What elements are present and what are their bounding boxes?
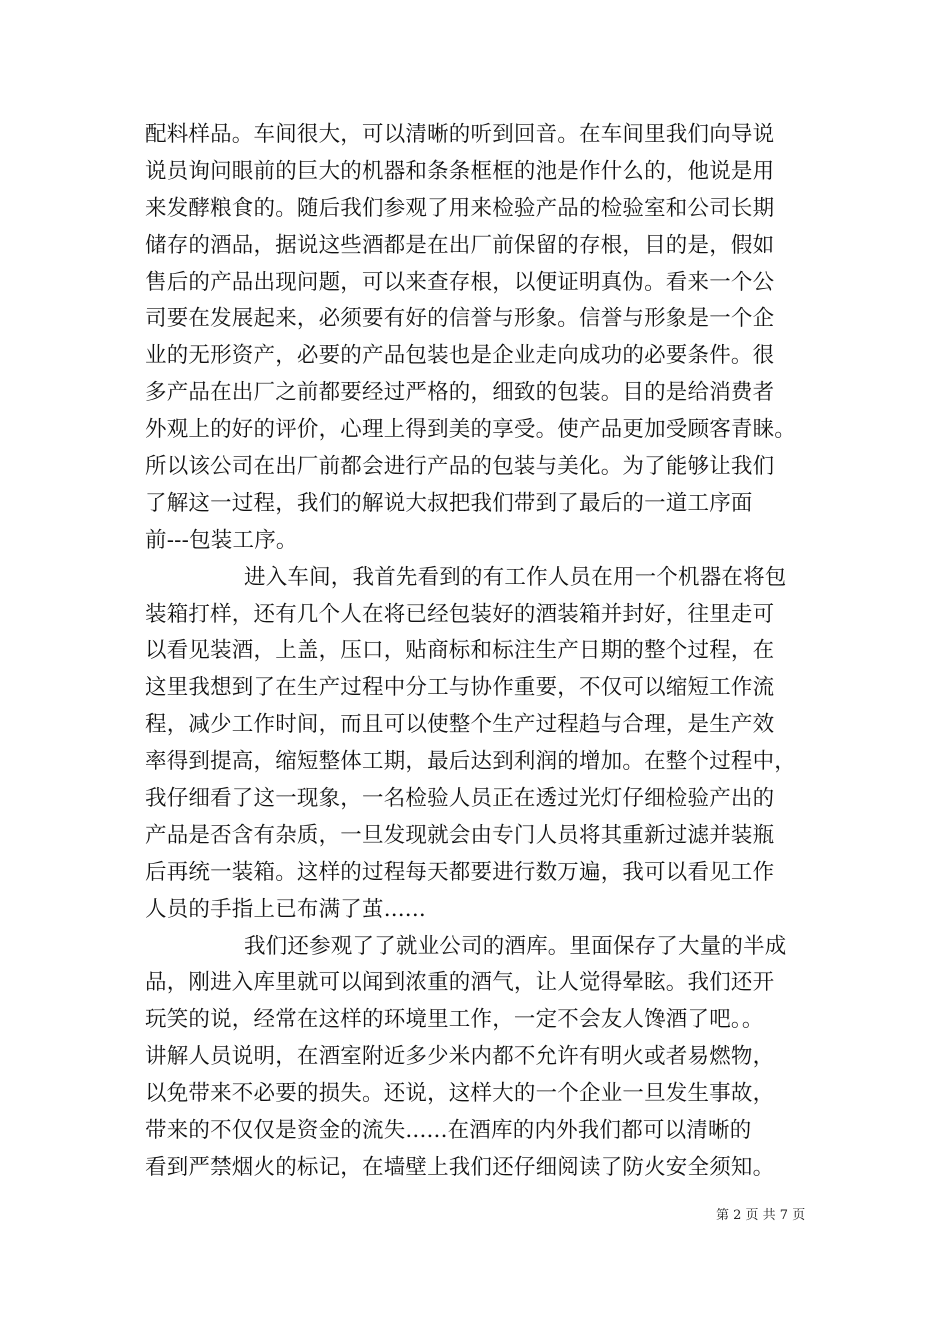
text-line: 我仔细看了这一现象，一名检验人员正在透过光灯仔细检验产出的 (145, 786, 775, 812)
text-line: 储存的酒品，据说这些酒都是在出厂前保留的存根，目的是，假如 (145, 232, 775, 258)
text-line: 前---包装工序。 (145, 527, 298, 553)
paragraph (145, 117, 835, 560)
text-line: 配料样品。车间很大，可以清晰的听到回音。在车间里我们向导说 (145, 122, 775, 147)
text-line: 以看见装酒，上盖，压口，贴商标和标注生产日期的整个过程，在 (145, 638, 775, 664)
text-line: 玩笑的说，经常在这样的环境里工作，一定不会友人馋酒了吧。。 (145, 1007, 764, 1033)
text-line: 了解这一过程，我们的解说大叔把我们带到了最后的一道工序面 (145, 490, 753, 516)
text-line: 说员询问眼前的巨大的机器和条条框框的池是作什么的，他说是用 (145, 158, 775, 184)
body-text (145, 117, 835, 1187)
text-line: 讲解人员说明，在酒室附近多少米内都不允许有明火或者易燃物， (145, 1044, 775, 1070)
text-line: 人员的手指上已布满了茧...... (145, 896, 426, 922)
text-line: 以免带来不必要的损失。还说，这样大的一个企业一旦发生事故， (145, 1081, 775, 1107)
text-line: 我们还参观了了就业公司的酒库。里面保存了大量的半成 (244, 933, 787, 959)
text-line: 司要在发展起来，必须要有好的信誉与形象。信誉与形象是一个企 (145, 306, 775, 332)
text-line: 外观上的好的评价，心理上得到美的享受。使产品更加受顾客青睐。 (145, 417, 797, 443)
text-line: 后再统一装箱。这样的过程每天都要进行数万遍，我可以看见工作 (145, 859, 775, 885)
text-line: 这里我想到了在生产过程中分工与协作重要，不仅可以缩短工作流 (145, 675, 775, 701)
text-line: 带来的不仅仅是资金的流失......在酒库的内外我们都可以清晰的 (145, 1118, 752, 1144)
text-line: 多产品在出厂之前都要经过严格的，细致的包装。目的是给消费者 (145, 380, 775, 406)
text-line: 品，刚进入库里就可以闻到浓重的酒气，让人觉得晕眩。我们还开 (145, 970, 775, 996)
page-footer: 第 2 页 共 7 页 (716, 1208, 806, 1223)
text-line: 率得到提高，缩短整体工期，最后达到利润的增加。在整个过程中， (145, 749, 797, 775)
text-line: 来发酵粮食的。随后我们参观了用来检验产品的检验室和公司长期 (145, 195, 775, 221)
paragraph (145, 560, 835, 929)
text-line: 产品是否含有杂质，一旦发现就会由专门人员将其重新过滤并装瓶 (145, 822, 775, 848)
text-line: 业的无形资产，必要的产品包装也是企业走向成功的必要条件。很 (145, 343, 775, 369)
paragraph (145, 929, 835, 1187)
text-line: 进入车间，我首先看到的有工作人员在用一个机器在将包 (244, 564, 787, 590)
text-line: 装箱打样，还有几个人在将已经包装好的酒装箱并封好，往里走可 (145, 601, 775, 627)
text-line: 售后的产品出现问题，可以来查存根，以便证明真伪。看来一个公 (145, 269, 775, 295)
text-line: 程，减少工作时间，而且可以使整个生产过程趋与合理，是生产效 (145, 712, 775, 738)
text-line: 所以该公司在出厂前都会进行产品的包装与美化。为了能够让我们 (145, 454, 775, 480)
text-line: 看到严禁烟火的标记，在墙壁上我们还仔细阅读了防火安全须知。 (145, 1154, 775, 1180)
